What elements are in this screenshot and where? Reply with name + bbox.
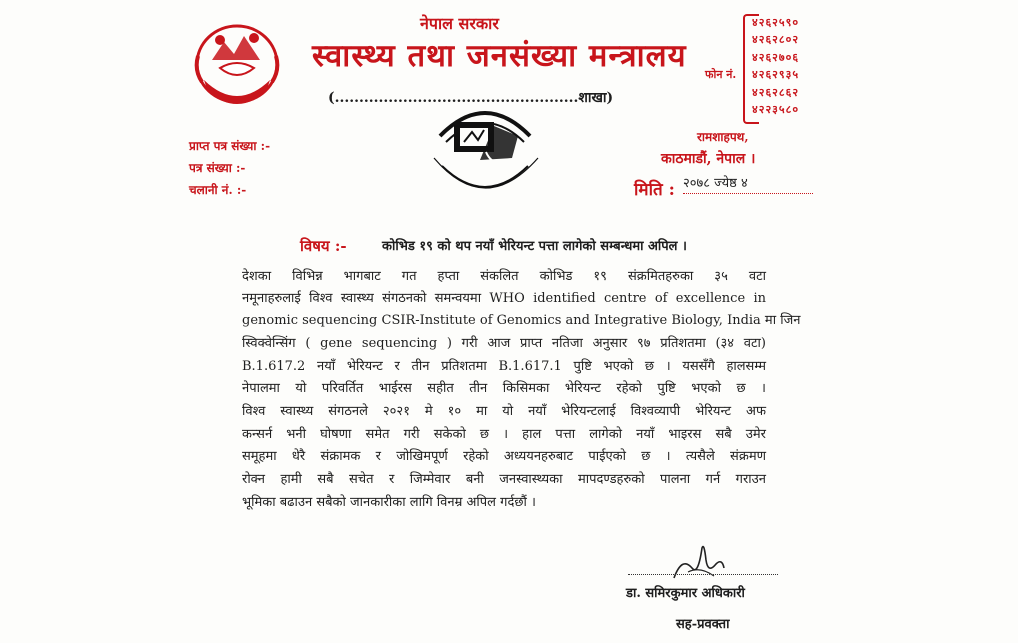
address-street: रामशाहपथ,	[697, 130, 749, 144]
ministry-title: स्वास्थ्य तथा जनसंख्या मन्त्रालय	[312, 38, 687, 74]
phone-number: ४२६२५९०	[752, 16, 800, 29]
government-title: नेपाल सरकार	[420, 14, 499, 33]
ref-letter-count: पत्र संख्या :-	[189, 161, 246, 175]
ref-letter-number: प्राप्त पत्र संख्या :-	[189, 139, 271, 153]
body-line: नेपालमा यो परिवर्तित भाईरस सहीत तीन किसिमका भेरियन्ट रहेको पुष्टि भएको छ ।	[242, 381, 766, 396]
signature-scribble	[668, 538, 728, 588]
date-value: २०७८ ज्येष्ठ ४	[683, 173, 813, 194]
phone-list	[752, 14, 799, 118]
body-line: B.1.617.2 नयाँ भेरियन्ट र तीन प्रतिशतमा B.1.617.1 पुष्टि भएको छ । यससँगै हालसम्म	[242, 359, 766, 374]
phone-number: ४२६२८०२	[752, 33, 800, 47]
subject-label: विषय :-	[300, 237, 347, 255]
phone-number: ४२६२९३५	[752, 68, 800, 82]
subject-text: कोभिड १९ को थप नयाँ भेरियन्ट पत्ता लागेको सम्बन्धमा अपिल ।	[382, 239, 687, 254]
body-line: विश्व स्वास्थ्य संगठनले २०२१ मे १० मा यो नयाँ भेरियन्टलाई विश्वव्यापी भेरियन्ट अफ	[242, 404, 766, 419]
body-line: समूहमा धेरै संक्रामक र जोखिमपूर्ण रहेको अध्ययनहरुबाट पाईएको छ । त्यसैले संक्रमण	[242, 449, 766, 464]
signature-line	[628, 574, 778, 575]
phone-number: ४२२३५८०	[752, 103, 800, 117]
body-line: रोक्न हामी सबै सचेत र जिम्मेवार बनी जनस्वास्थ्यका मापदण्डहरुको पालना गर्न गराउन	[242, 472, 766, 487]
body-line: नमूनाहरुलाई विश्व स्वास्थ्य संगठनको समन्वयमा WHO identified centre of excellence in	[242, 291, 766, 306]
body-line: कन्सर्न भनी घोषणा समेत गरी सकेको छ । हाल पत्ता लागेको नयाँ भाइरस सबै उमेर	[242, 427, 766, 442]
ministry-seal-icon	[420, 96, 550, 208]
phone-label: फोन नं.	[705, 68, 737, 81]
body-line: देशका विभिन्न भागबाट गत हप्ता संकलित कोभिड १९ संक्रमितहरुका ३५ वटा	[242, 269, 766, 284]
body-line: भूमिका बढाउन सबैको जानकारीका लागि विनम्र अपिल गर्दछौं ।	[242, 495, 536, 510]
ref-dispatch-number: चलानी नं. :-	[189, 183, 247, 197]
branch-line: (..................................................शाखा)	[328, 90, 614, 106]
body-line: स्विक्वेन्सिंग ( gene sequencing ) गरी आज प्राप्त नतिजा अनुसार ९७ प्रतिशतमा (३४ वटा)	[242, 336, 766, 351]
phone-number: ४२६२८६२	[752, 85, 800, 99]
date-label: मिति :	[634, 180, 675, 200]
signatory-title: सह-प्रवक्ता	[676, 617, 730, 632]
address-city: काठमाडौं, नेपाल ।	[661, 151, 756, 167]
signatory-name: डा. समिरकुमार अधिकारी	[626, 586, 745, 601]
nepal-emblem-icon	[190, 20, 285, 110]
body-line: genomic sequencing CSIR-Institute of Genomics and Integrative Biology, India मा जिन	[242, 313, 801, 328]
phone-number: ४२६२७०६	[752, 50, 800, 64]
